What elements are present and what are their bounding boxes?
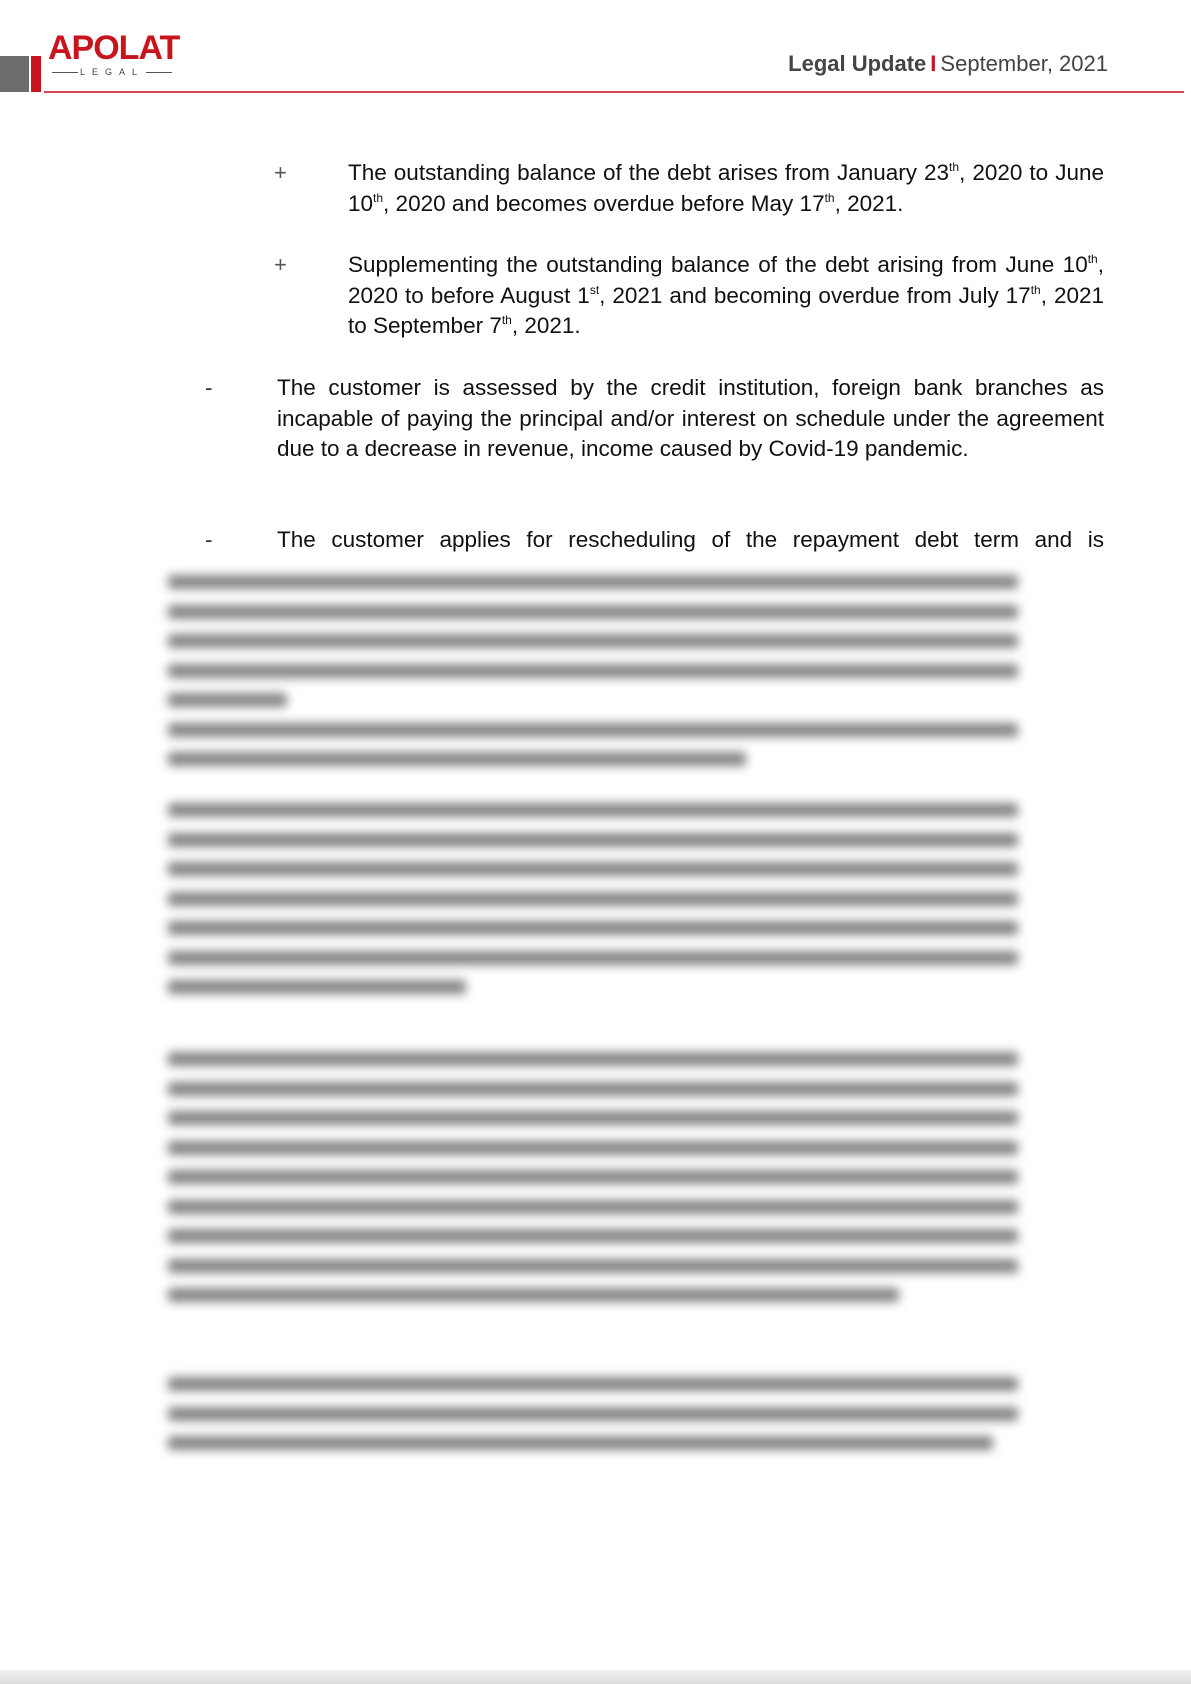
dash-marker: -: [205, 527, 213, 552]
superscript: th: [1030, 282, 1041, 297]
text-run: , 2021 and becoming overdue from July 17: [599, 282, 1031, 308]
header-gray-block: [0, 56, 29, 92]
header-title-label: Legal Update: [788, 51, 927, 76]
text-run: , 2020 to before August 1: [348, 252, 1104, 308]
superscript: th: [373, 190, 384, 205]
text-run: , 2020 and becomes overdue before May 17: [383, 190, 825, 216]
plus-marker: +: [274, 252, 287, 277]
superscript: th: [1087, 252, 1098, 266]
text-run: , 2021.: [834, 190, 904, 216]
header-title: [788, 50, 1108, 78]
sub-list-item: [274, 158, 1104, 220]
blurred-paragraph: [168, 803, 1018, 1010]
header-divider: [44, 91, 1184, 93]
header-title-date: September, 2021: [940, 51, 1108, 76]
sub-list-item-text: [348, 250, 1104, 342]
sub-list-item-text: [348, 158, 1104, 219]
list-item: [205, 373, 1104, 497]
blurred-paragraph: [168, 1377, 1018, 1466]
list-item-text: The customer is assessed by the credit institution, foreign bank branches as incapable of paying the principal and/or interest on schedule under the agreement due to a decrease in revenue, income caused by Covid-19 pandemic.: [277, 375, 1104, 461]
text-run: Supplementing the outstanding balance of the debt arising from June 10: [348, 252, 1088, 277]
superscript: th: [824, 190, 835, 205]
list-item-text: The customer applies for rescheduling of the repayment debt term and is: [277, 527, 1104, 552]
plus-marker: +: [274, 160, 287, 185]
dash-marker: -: [205, 375, 213, 400]
logo-subtext: LEGAL: [48, 66, 176, 78]
header-red-block: [31, 56, 41, 92]
page-bottom-edge: [0, 1670, 1191, 1684]
superscript: th: [501, 313, 512, 327]
page-header: [0, 0, 1191, 95]
superscript: th: [949, 160, 960, 174]
list-item: [205, 525, 1104, 557]
text-run: The outstanding balance of the debt arises from January 23: [348, 160, 950, 185]
sub-list-item: [274, 250, 1104, 342]
logo-text: APOLAT: [48, 29, 180, 67]
blurred-paragraph: [168, 575, 1018, 782]
apolat-logo: [48, 29, 180, 77]
header-title-separator: I: [930, 51, 937, 76]
superscript: st: [589, 282, 600, 297]
blurred-content: [150, 565, 1030, 1485]
text-run: , 2020 to June 10: [348, 160, 1104, 216]
blurred-paragraph: [168, 1052, 1018, 1318]
text-run: , 2021 to September 7: [348, 282, 1104, 338]
text-run: , 2021.: [511, 313, 581, 338]
